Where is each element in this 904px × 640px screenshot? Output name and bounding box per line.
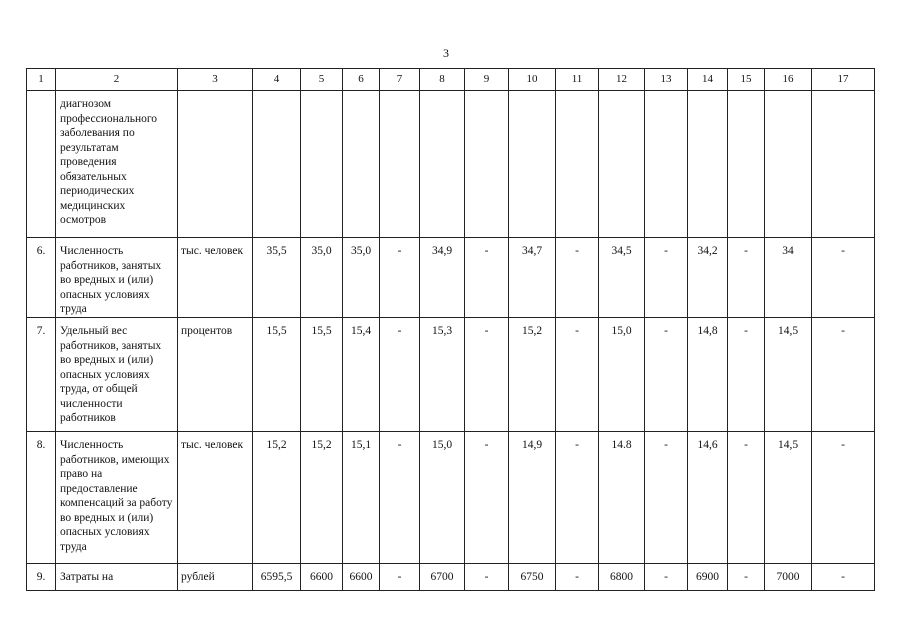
value-cell: - [465,238,509,318]
value-cell: - [465,432,509,564]
value-cell: - [380,238,420,318]
value-cell [645,91,688,238]
indicators-table [26,68,875,591]
value-cell [380,91,420,238]
value-cell: 6800 [599,564,645,591]
value-cell [509,91,556,238]
column-header-9: 9 [465,69,509,91]
value-cell [301,91,343,238]
value-cell: 15,3 [420,318,465,432]
table-row [27,564,875,591]
row-number: 7. [27,318,56,432]
column-header-15: 15 [728,69,765,91]
value-cell: 14,6 [688,432,728,564]
unit-of-measure [178,91,253,238]
value-cell: - [380,432,420,564]
value-cell: 15,5 [301,318,343,432]
value-cell: - [812,238,875,318]
value-cell: - [556,432,599,564]
value-cell: 15,1 [343,432,380,564]
value-cell: 34 [765,238,812,318]
column-header-1: 1 [27,69,56,91]
value-cell: - [380,318,420,432]
header-row [27,69,875,91]
column-header-13: 13 [645,69,688,91]
table-row [27,318,875,432]
row-number: 8. [27,432,56,564]
table-body [27,69,875,591]
value-cell: 15,4 [343,318,380,432]
value-cell: - [556,564,599,591]
value-cell: 6600 [343,564,380,591]
value-cell: 35,0 [301,238,343,318]
value-cell: - [812,432,875,564]
column-header-3: 3 [178,69,253,91]
column-header-17: 17 [812,69,875,91]
value-cell [420,91,465,238]
value-cell [253,91,301,238]
column-header-11: 11 [556,69,599,91]
value-cell: 14,5 [765,318,812,432]
value-cell: - [645,432,688,564]
value-cell: 15,2 [509,318,556,432]
row-number: 9. [27,564,56,591]
value-cell: 15,2 [253,432,301,564]
value-cell: - [556,318,599,432]
value-cell [765,91,812,238]
value-cell: - [380,564,420,591]
indicator-name: Удельный вес работников, занятых во вредных и (или) опасных условиях труда, от общей численности работников [56,318,178,432]
value-cell: 35,5 [253,238,301,318]
value-cell: - [645,238,688,318]
value-cell: 15,0 [599,318,645,432]
value-cell [812,91,875,238]
value-cell: 35,0 [343,238,380,318]
unit-of-measure: рублей [178,564,253,591]
value-cell: - [812,564,875,591]
indicator-name: Численность работников, занятых во вредных и (или) опасных условиях труда [56,238,178,318]
value-cell: - [645,564,688,591]
value-cell [599,91,645,238]
column-header-10: 10 [509,69,556,91]
value-cell: 14,9 [509,432,556,564]
table-row [27,238,875,318]
value-cell: - [645,318,688,432]
value-cell: - [728,238,765,318]
page-number: 3 [443,46,449,60]
value-cell: 34,2 [688,238,728,318]
value-cell: - [556,238,599,318]
value-cell: 7000 [765,564,812,591]
value-cell: 14,8 [688,318,728,432]
column-header-16: 16 [765,69,812,91]
value-cell: 6700 [420,564,465,591]
value-cell: 6750 [509,564,556,591]
value-cell: - [465,564,509,591]
column-header-12: 12 [599,69,645,91]
column-header-14: 14 [688,69,728,91]
column-header-8: 8 [420,69,465,91]
value-cell: - [728,432,765,564]
value-cell [556,91,599,238]
value-cell: - [465,318,509,432]
value-cell: 14.8 [599,432,645,564]
value-cell: 34,9 [420,238,465,318]
column-header-4: 4 [253,69,301,91]
row-number [27,91,56,238]
column-header-5: 5 [301,69,343,91]
value-cell: 34,5 [599,238,645,318]
value-cell [688,91,728,238]
value-cell: 15,2 [301,432,343,564]
value-cell: - [728,564,765,591]
row-number: 6. [27,238,56,318]
value-cell [465,91,509,238]
value-cell: 15,0 [420,432,465,564]
value-cell [343,91,380,238]
value-cell [728,91,765,238]
column-header-6: 6 [343,69,380,91]
value-cell: 15,5 [253,318,301,432]
value-cell: 6600 [301,564,343,591]
column-header-7: 7 [380,69,420,91]
value-cell: - [812,318,875,432]
column-header-2: 2 [56,69,178,91]
value-cell: - [728,318,765,432]
unit-of-measure: тыс. человек [178,432,253,564]
value-cell: 14,5 [765,432,812,564]
table-row [27,432,875,564]
unit-of-measure: процентов [178,318,253,432]
table-row [27,91,875,238]
value-cell: 6900 [688,564,728,591]
value-cell: 34,7 [509,238,556,318]
indicator-name: Численность работников, имеющих право на предоставление компенсаций за работу во вредных и (или) опасных условиях труда [56,432,178,564]
indicator-name: Затраты на [56,564,178,591]
unit-of-measure: тыс. человек [178,238,253,318]
value-cell: 6595,5 [253,564,301,591]
indicator-name: диагнозом профессионального заболевания по результатам проведения обязательных периодических медицинских осмотров [56,91,178,238]
